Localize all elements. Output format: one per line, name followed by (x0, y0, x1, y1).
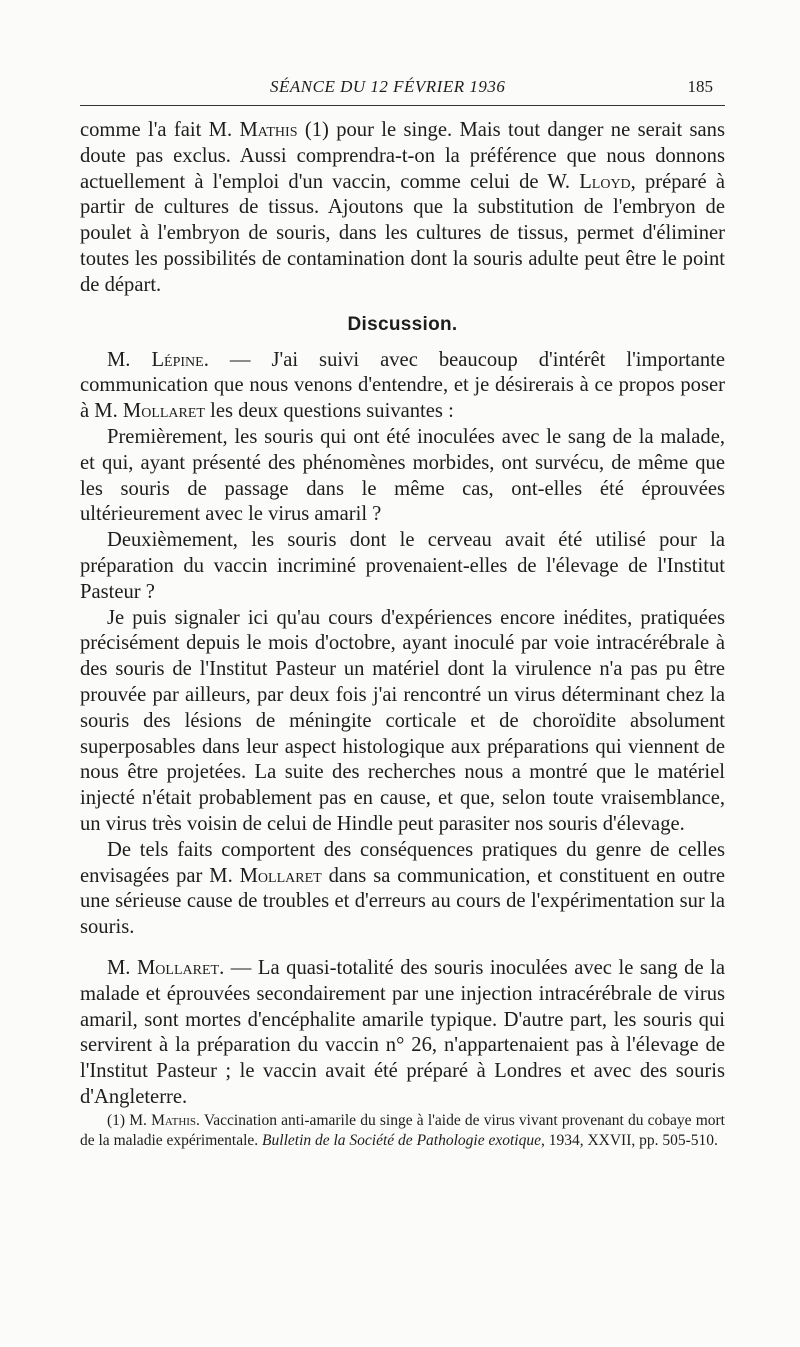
text-run: . Vaccination anti-amarile du singe à l'aide de virus vivant provenant du cobaye mort de la maladie expérimentale. (80, 1111, 725, 1149)
footnote (80, 1111, 725, 1151)
journal-title: Bulletin de la Société de Pathologie exotique (262, 1131, 541, 1149)
page-number: 185 (687, 77, 713, 96)
paragraph-lepine (80, 348, 725, 425)
text-run: les deux questions suivantes : (204, 400, 454, 423)
speaker-name: Mollaret (137, 956, 220, 979)
author-name: Mathis (151, 1111, 197, 1129)
paragraph-gap (80, 941, 725, 956)
text-run: . — La quasi-totalité des souris inoculées avec le sang de la malade et éprouvées secondairement par une injection intracérébrale de virus amaril, sont mortes d'encéphalite amarile typique. D'autre part, les souris qui servirent à la préparation du vaccin n° 26, n'appartenaient pas à l'élevage de l'Institut Pasteur ; le vaccin avait été préparé à Londres et avec des souris d'Angleterre. (80, 956, 725, 1108)
paragraph-deuxiemement: Deuxièmement, les souris dont le cerveau avait été utilisé pour la préparation du vaccin incriminé provenaient-elles de l'élevage de l'Institut Pasteur ? (80, 529, 725, 603)
section-heading: Discussion. (347, 313, 458, 335)
body-text (80, 118, 725, 1151)
author-name: Mathis (239, 119, 298, 141)
running-title: SÉANCE DU 12 FÉVRIER 1936 (270, 77, 506, 96)
paragraph-mollaret (80, 956, 725, 1111)
text-run: , 1934, XXVII, pp. 505-510. (540, 1131, 718, 1149)
paragraph-de-tels (80, 838, 725, 941)
speaker-name: Lépine (151, 348, 204, 371)
text-run: . — J'ai suivi avec beaucoup d'intérêt l'importante communication que nous venons d'entendre, et je désirerais à ce propos poser à M. (80, 348, 726, 423)
text-run: comme l'a fait M. (80, 119, 240, 141)
paragraph-premierement: Premièrement, les souris qui ont été inoculées avec le sang de la malade, et qui, ayant présenté des phénomènes morbides, ont survécu, de même que les souris de passage dans le même cas, ont-elles été éprouvées ultérieurement avec le virus amaril ? (80, 425, 725, 526)
text-run: , préparé à partir de cultures de tissus. Ajoutons que la substitution de l'embryon de poulet à l'embryon de souris, dans les cultures de tissus, permet d'éliminer toutes les possibilités de contamination dont la souris adulte peut être le point de départ. (80, 170, 725, 296)
text-run: M. (107, 348, 152, 371)
text-run: (1) M. (107, 1111, 152, 1129)
page-header (80, 75, 725, 106)
author-name: Mollaret (122, 400, 205, 423)
author-name: Lloyd (579, 170, 631, 193)
author-name: Mollaret (239, 864, 322, 887)
text-run: dans sa communication, et constituent en outre une sérieuse cause de troubles et d'erreurs au cours de l'expérimentation sur la souris. (80, 864, 725, 939)
text-run: M. (107, 956, 137, 979)
text-run: De tels faits comportent des conséquences pratiques du genre de celles envisagées par M. (80, 838, 725, 887)
paragraph-continuation (80, 118, 725, 299)
text-run: (1) pour le singe. Mais tout danger ne serait sans doute pas exclus. Aussi comprendra-t-on la préférence que nous donnons actuellement à l'emploi d'un vaccin, comme celui de W. (80, 119, 725, 193)
paragraph-je-puis: Je puis signaler ici qu'au cours d'expériences encore inédites, pratiquées précisément depuis le mois d'octobre, ayant inoculé par voie intracérébrale à des souris de l'Institut Pasteur un matériel dont la virulence n'a pas pu être prouvée par ailleurs, par deux fois j'ai rencontré un virus déterminant chez la souris des lésions de méningite corticale et de choroïdite absolument superposables dans leur aspect histologique aux préparations qui viennent de nous être projetées. La suite des recherches nous a montré que le matériel injecté n'était probablement pas en cause, et que, selon toute vraisemblance, un virus très voisin de celui de Hindle peut parasiter nos souris d'élevage. (80, 606, 725, 835)
